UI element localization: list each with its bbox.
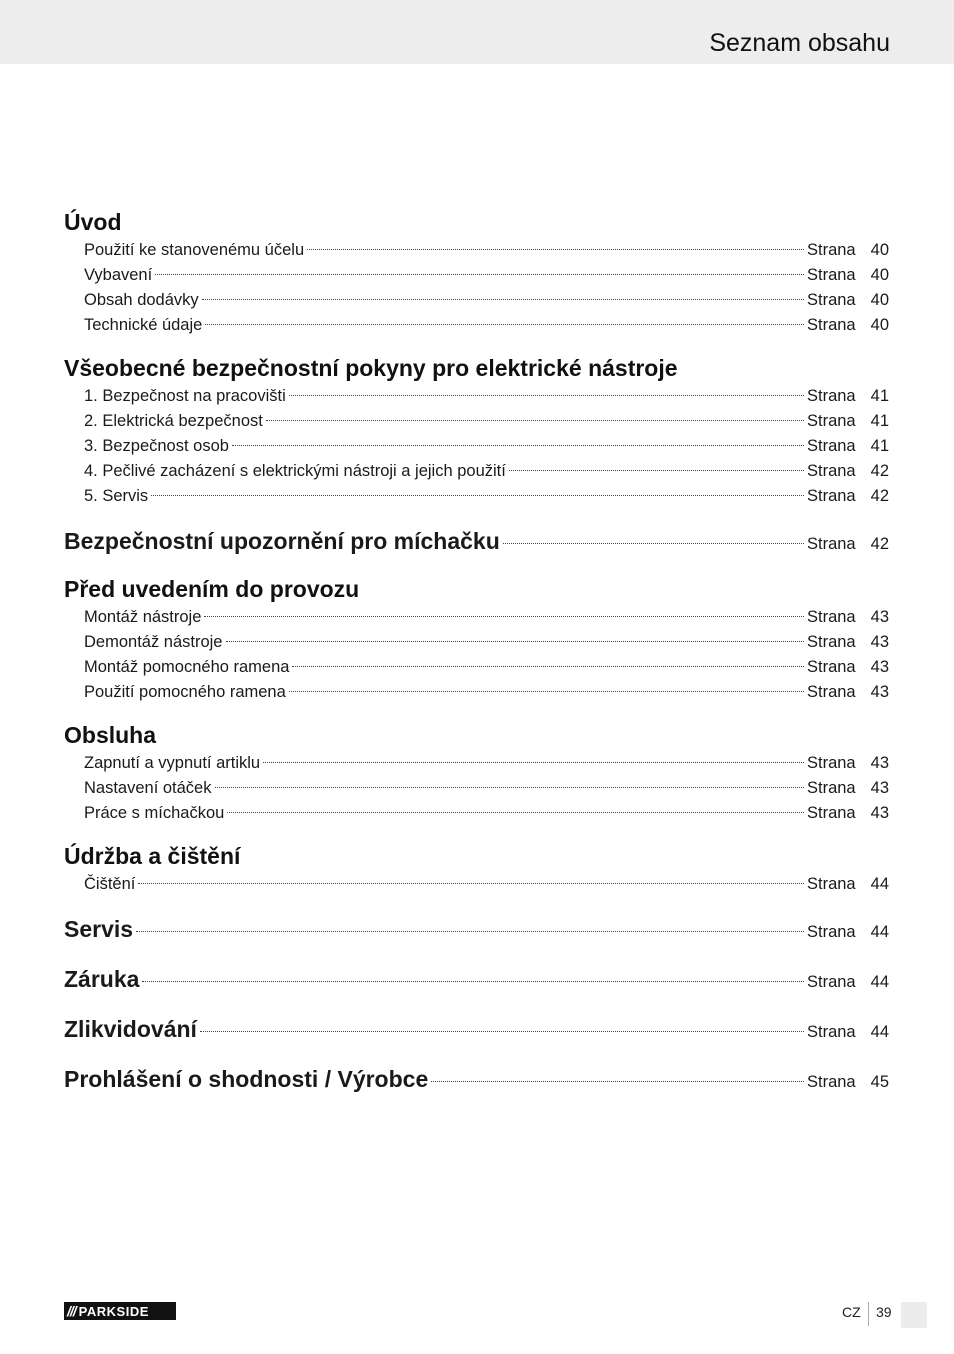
toc-entry-label: Zlikvidování bbox=[64, 1016, 197, 1042]
toc-entry-label: 1. Bezpečnost na pracovišti bbox=[84, 387, 286, 405]
toc-entry-label: Záruka bbox=[64, 966, 140, 992]
section-heading: Obsluha bbox=[64, 722, 157, 748]
toc-entry[interactable] bbox=[64, 459, 889, 484]
dot-leader bbox=[202, 299, 804, 300]
toc-entry-label: Čištění bbox=[84, 875, 136, 893]
toc-section bbox=[64, 206, 889, 338]
toc-entry[interactable] bbox=[64, 484, 889, 509]
dot-leader bbox=[509, 470, 804, 471]
page-number: 39 bbox=[876, 1304, 892, 1320]
dot-leader bbox=[155, 274, 804, 275]
dot-leader bbox=[227, 812, 804, 813]
toc-page-number: 43 bbox=[870, 608, 889, 626]
strana-label: Strana bbox=[807, 241, 856, 259]
section-heading: Před uvedením do provozu bbox=[64, 576, 360, 602]
dot-leader bbox=[232, 445, 804, 446]
strana-label: Strana bbox=[807, 1073, 856, 1091]
toc-entry-label: 5. Servis bbox=[84, 487, 149, 505]
toc-section bbox=[64, 352, 889, 509]
dot-leader bbox=[307, 249, 804, 250]
table-of-contents bbox=[64, 206, 889, 1111]
toc-entry-label: Servis bbox=[64, 916, 134, 942]
toc-section bbox=[64, 1011, 889, 1047]
toc-page-number: 41 bbox=[870, 412, 889, 430]
strana-label: Strana bbox=[807, 291, 856, 309]
toc-entry-label: 2. Elektrická bezpečnost bbox=[84, 412, 263, 430]
toc-heading-entry[interactable] bbox=[64, 1011, 889, 1047]
strana-label: Strana bbox=[807, 437, 856, 455]
toc-page-number: 40 bbox=[870, 291, 889, 309]
dot-leader bbox=[226, 641, 805, 642]
toc-page-number: 44 bbox=[870, 1023, 889, 1041]
toc-entry-label: 4. Pečlivé zacházení s elektrickými nástroji a jejich použití bbox=[84, 462, 506, 480]
toc-entry[interactable] bbox=[64, 655, 889, 680]
dot-leader bbox=[431, 1081, 804, 1082]
toc-entry-label: Vybavení bbox=[84, 266, 153, 284]
toc-entry[interactable] bbox=[64, 605, 889, 630]
toc-page-number: 44 bbox=[870, 875, 889, 893]
toc-entry-label: Montáž pomocného ramena bbox=[84, 658, 290, 676]
strana-label: Strana bbox=[807, 923, 856, 941]
strana-label: Strana bbox=[807, 266, 856, 284]
toc-entry[interactable] bbox=[64, 872, 889, 897]
toc-entry[interactable] bbox=[64, 238, 889, 263]
toc-page-number: 44 bbox=[870, 923, 889, 941]
toc-page-number: 42 bbox=[870, 462, 889, 480]
toc-page-number: 40 bbox=[870, 266, 889, 284]
toc-entry-label: Montáž nástroje bbox=[84, 608, 202, 626]
toc-entry[interactable] bbox=[64, 409, 889, 434]
toc-entry[interactable] bbox=[64, 801, 889, 826]
dot-leader bbox=[204, 616, 804, 617]
toc-entry[interactable] bbox=[64, 434, 889, 459]
toc-page-number: 41 bbox=[870, 437, 889, 455]
toc-page-number: 43 bbox=[870, 633, 889, 651]
dot-leader bbox=[263, 762, 804, 763]
strana-label: Strana bbox=[807, 683, 856, 701]
strana-label: Strana bbox=[807, 973, 856, 991]
logo-slashes: /// bbox=[67, 1303, 76, 1319]
toc-heading-entry[interactable] bbox=[64, 523, 889, 559]
toc-entry-label: Prohlášení o shodnosti / Výrobce bbox=[64, 1066, 429, 1092]
toc-section bbox=[64, 1061, 889, 1097]
parkside-logo bbox=[64, 1302, 176, 1320]
toc-entry[interactable] bbox=[64, 313, 889, 338]
strana-label: Strana bbox=[807, 462, 856, 480]
dot-leader bbox=[266, 420, 804, 421]
strana-label: Strana bbox=[807, 658, 856, 676]
logo-text: PARKSIDE bbox=[78, 1303, 149, 1319]
toc-section bbox=[64, 840, 889, 897]
toc-page-number: 42 bbox=[870, 535, 889, 553]
toc-entry[interactable] bbox=[64, 751, 889, 776]
page-title: Seznam obsahu bbox=[709, 29, 890, 57]
toc-page-number: 40 bbox=[870, 316, 889, 334]
toc-entry-label: Demontáž nástroje bbox=[84, 633, 223, 651]
strana-label: Strana bbox=[807, 387, 856, 405]
toc-entry-label: Použití pomocného ramena bbox=[84, 683, 286, 701]
section-heading: Úvod bbox=[64, 209, 122, 235]
toc-entry[interactable] bbox=[64, 263, 889, 288]
toc-page-number: 43 bbox=[870, 683, 889, 701]
toc-page-number: 43 bbox=[870, 658, 889, 676]
header-band bbox=[0, 0, 954, 64]
toc-entry-label: Použití ke stanovenému účelu bbox=[84, 241, 305, 259]
dot-leader bbox=[503, 543, 804, 544]
toc-page-number: 40 bbox=[870, 241, 889, 259]
strana-label: Strana bbox=[807, 633, 856, 651]
strana-label: Strana bbox=[807, 316, 856, 334]
strana-label: Strana bbox=[807, 804, 856, 822]
footer-divider bbox=[868, 1302, 869, 1326]
dot-leader bbox=[292, 666, 804, 667]
toc-page-number: 43 bbox=[870, 804, 889, 822]
strana-label: Strana bbox=[807, 412, 856, 430]
toc-entry[interactable] bbox=[64, 776, 889, 801]
toc-heading-entry[interactable] bbox=[64, 911, 889, 947]
toc-page-number: 44 bbox=[870, 973, 889, 991]
toc-entry[interactable] bbox=[64, 680, 889, 705]
strana-label: Strana bbox=[807, 779, 856, 797]
toc-entry-label: Technické údaje bbox=[84, 316, 203, 334]
dot-leader bbox=[289, 395, 804, 396]
toc-entry-label: Nastavení otáček bbox=[84, 779, 212, 797]
toc-page-number: 42 bbox=[870, 487, 889, 505]
dot-leader bbox=[289, 691, 804, 692]
toc-section bbox=[64, 719, 889, 826]
toc-entry[interactable] bbox=[64, 630, 889, 655]
dot-leader bbox=[200, 1031, 804, 1032]
strana-label: Strana bbox=[807, 875, 856, 893]
toc-heading-entry[interactable] bbox=[64, 961, 889, 997]
toc-entry-label: Práce s míchačkou bbox=[84, 804, 225, 822]
toc-entry-label: Zapnutí a vypnutí artiklu bbox=[84, 754, 261, 772]
dot-leader bbox=[142, 981, 804, 982]
dot-leader bbox=[215, 787, 805, 788]
toc-section bbox=[64, 911, 889, 947]
strana-label: Strana bbox=[807, 754, 856, 772]
strana-label: Strana bbox=[807, 535, 856, 553]
section-heading: Všeobecné bezpečnostní pokyny pro elektrické nástroje bbox=[64, 355, 678, 381]
toc-entry[interactable] bbox=[64, 384, 889, 409]
toc-entry-label: Bezpečnostní upozornění pro míchačku bbox=[64, 528, 500, 554]
dot-leader bbox=[136, 931, 804, 932]
footer-tab-marker bbox=[901, 1302, 927, 1328]
toc-section bbox=[64, 523, 889, 559]
toc-heading-entry[interactable] bbox=[64, 1061, 889, 1097]
strana-label: Strana bbox=[807, 487, 856, 505]
toc-page-number: 43 bbox=[870, 754, 889, 772]
toc-section bbox=[64, 573, 889, 705]
toc-entry-label: 3. Bezpečnost osob bbox=[84, 437, 229, 455]
dot-leader bbox=[138, 883, 804, 884]
dot-leader bbox=[205, 324, 804, 325]
toc-section bbox=[64, 961, 889, 997]
dot-leader bbox=[151, 495, 804, 496]
toc-page-number: 43 bbox=[870, 779, 889, 797]
toc-entry[interactable] bbox=[64, 288, 889, 313]
strana-label: Strana bbox=[807, 608, 856, 626]
strana-label: Strana bbox=[807, 1023, 856, 1041]
toc-page-number: 41 bbox=[870, 387, 889, 405]
section-heading: Údržba a čištění bbox=[64, 843, 241, 869]
toc-page-number: 45 bbox=[870, 1073, 889, 1091]
toc-entry-label: Obsah dodávky bbox=[84, 291, 199, 309]
language-code: CZ bbox=[842, 1304, 861, 1320]
